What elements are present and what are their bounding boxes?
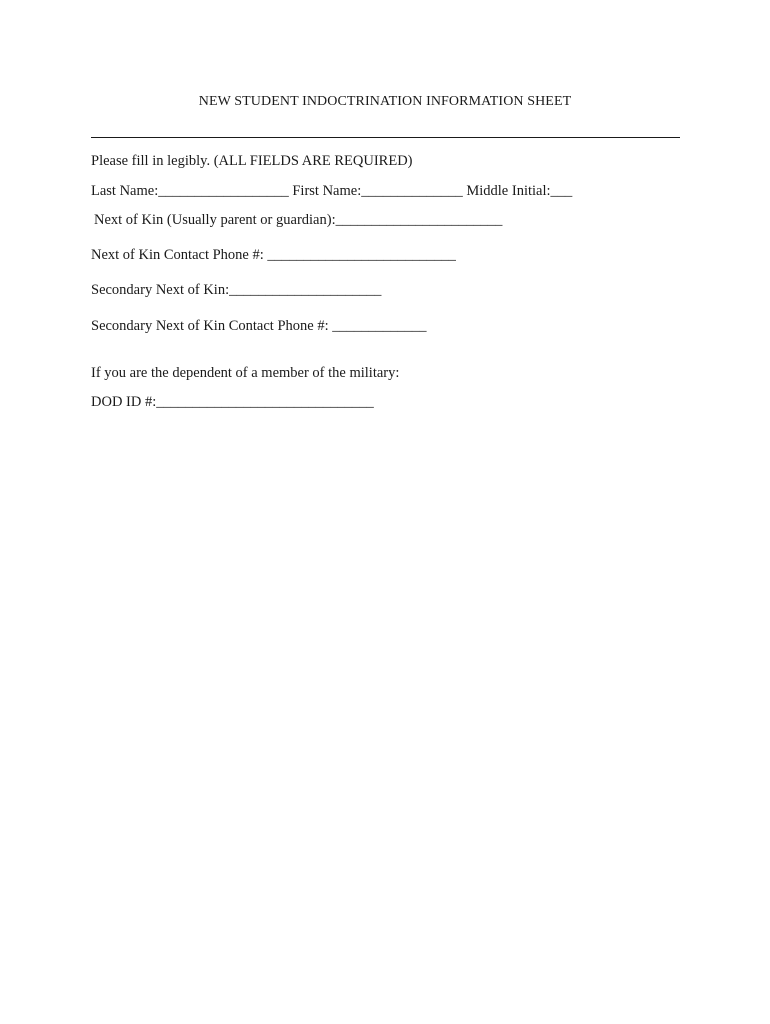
military-dependent-note: If you are the dependent of a member of the military: (91, 365, 400, 381)
title-divider (91, 137, 680, 138)
document-title: NEW STUDENT INDOCTRINATION INFORMATION SHEET (198, 94, 572, 109)
instructions-text: Please fill in legibly. (ALL FIELDS ARE REQUIRED) (91, 153, 413, 169)
dod-id-line[interactable]: DOD ID #:______________________________ (91, 394, 374, 410)
secondary-next-of-kin-line[interactable]: Secondary Next of Kin:_____________________ (91, 282, 382, 298)
next-of-kin-line[interactable]: Next of Kin (Usually parent or guardian):_______________________ (94, 212, 503, 228)
name-fields-line[interactable]: Last Name:__________________ First Name:______________ Middle Initial:___ (91, 183, 573, 199)
next-of-kin-phone-line[interactable]: Next of Kin Contact Phone #: __________________________ (91, 247, 456, 263)
secondary-next-of-kin-phone-line[interactable]: Secondary Next of Kin Contact Phone #: _____________ (91, 318, 427, 334)
